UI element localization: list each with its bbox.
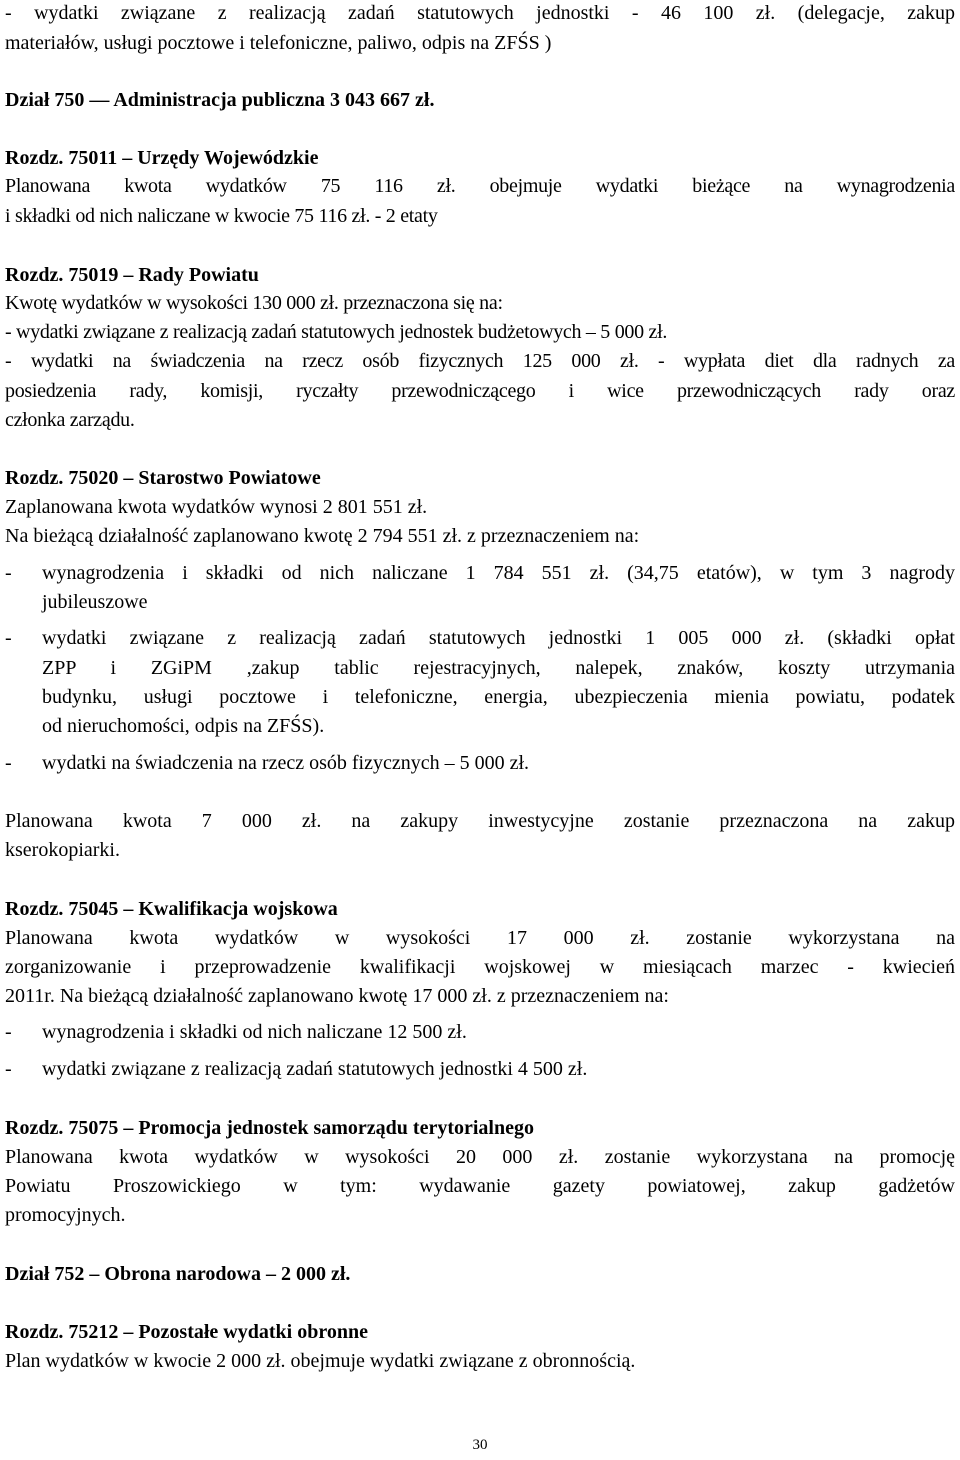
text-line: posiedzenia rady, komisji, ryczałty przewodniczącego i wice przewodniczących rady oraz [5,380,955,402]
list-item: wynagrodzenia i składki od nich naliczane 1 784 551 zł. (34,75 etatów), w tym 3 nagrody [42,562,955,584]
list-bullet: - [5,627,12,649]
text-line: Planowana kwota 7 000 zł. na zakupy inwestycyjne zostanie przeznaczona na zakup [5,810,955,832]
list-item: jubileuszowe [42,591,148,613]
text-line: materiałów, usługi pocztowe i telefoniczne, paliwo, odpis na ZFŚS ) [5,32,552,54]
page-number: 30 [472,1437,488,1453]
list-item: wydatki na świadczenia na rzecz osób fizycznych – 5 000 zł. [42,752,530,774]
text-line: zorganizowanie i przeprowadzenie kwalifikacji wojskowej w miesiącach marzec - kwiecień [5,956,955,978]
list-item: wynagrodzenia i składki od nich naliczane 12 500 zł. [42,1021,467,1043]
text-line: Planowana kwota wydatków 75 116 zł. obejmuje wydatki bieżące na wynagrodzenia [5,175,955,197]
list-item: wydatki związane z realizacją zadań statutowych jednostki 4 500 zł. [42,1058,588,1080]
list-item: od nieruchomości, odpis na ZFŚS). [42,715,325,737]
text-line: Kwotę wydatków w wysokości 130 000 zł. przeznaczona się na: [5,292,503,314]
text-line: - wydatki związane z realizacją zadań statutowych jednostki - 46 100 zł. (delegacje, zakup [5,2,955,24]
list-bullet: - [5,562,12,584]
section-heading: Dział 752 – Obrona narodowa – 2 000 zł. [5,1263,351,1285]
section-heading: Rozdz. 75019 – Rady Powiatu [5,264,259,286]
list-bullet: - [5,752,12,774]
text-line: członka zarządu. [5,409,135,431]
text-line: - wydatki związane z realizacją zadań statutowych jednostek budżetowych – 5 000 zł. [5,321,668,343]
text-line: promocyjnych. [5,1204,126,1226]
list-bullet: - [5,1021,12,1043]
section-heading: Dział 750 — Administracja publiczna 3 043 667 zł. [5,89,435,111]
text-line: Powiatu Proszowickiego w tym: wydawanie gazety powiatowej, zakup gadżetów [5,1175,955,1197]
section-heading: Rozdz. 75011 – Urzędy Wojewódzkie [5,147,319,169]
list-item: ZPP i ZGiPM ,zakup tablic rejestracyjnych, nalepek, znaków, koszty utrzymania [42,657,955,679]
text-line: Na bieżącą działalność zaplanowano kwotę 2 794 551 zł. z przeznaczeniem na: [5,525,640,547]
list-bullet: - [5,1058,12,1080]
text-line: i składki od nich naliczane w kwocie 75 116 zł. - 2 etaty [5,205,438,227]
text-line: Planowana kwota wydatków w wysokości 20 000 zł. zostanie wykorzystana na promocję [5,1146,955,1168]
text-line: Plan wydatków w kwocie 2 000 zł. obejmuje wydatki związane z obronnością. [5,1350,636,1372]
text-line: kserokopiarki. [5,839,120,861]
section-heading: Rozdz. 75075 – Promocja jednostek samorządu terytorialnego [5,1117,534,1139]
text-line: 2011r. Na bieżącą działalność zaplanowano kwotę 17 000 zł. z przeznaczeniem na: [5,985,669,1007]
text-line: Zaplanowana kwota wydatków wynosi 2 801 551 zł. [5,496,428,518]
text-line: - wydatki na świadczenia na rzecz osób fizycznych 125 000 zł. - wypłata diet dla radnych za [5,350,955,372]
text-line: Planowana kwota wydatków w wysokości 17 000 zł. zostanie wykorzystana na [5,927,955,949]
list-item: budynku, usługi pocztowe i telefoniczne, energia, ubezpieczenia mienia powiatu, podatek [42,686,955,708]
section-heading: Rozdz. 75045 – Kwalifikacja wojskowa [5,898,338,920]
section-heading: Rozdz. 75212 – Pozostałe wydatki obronne [5,1321,368,1343]
list-item: wydatki związane z realizacją zadań statutowych jednostki 1 005 000 zł. (składki opłat [42,627,955,649]
section-heading: Rozdz. 75020 – Starostwo Powiatowe [5,467,321,489]
